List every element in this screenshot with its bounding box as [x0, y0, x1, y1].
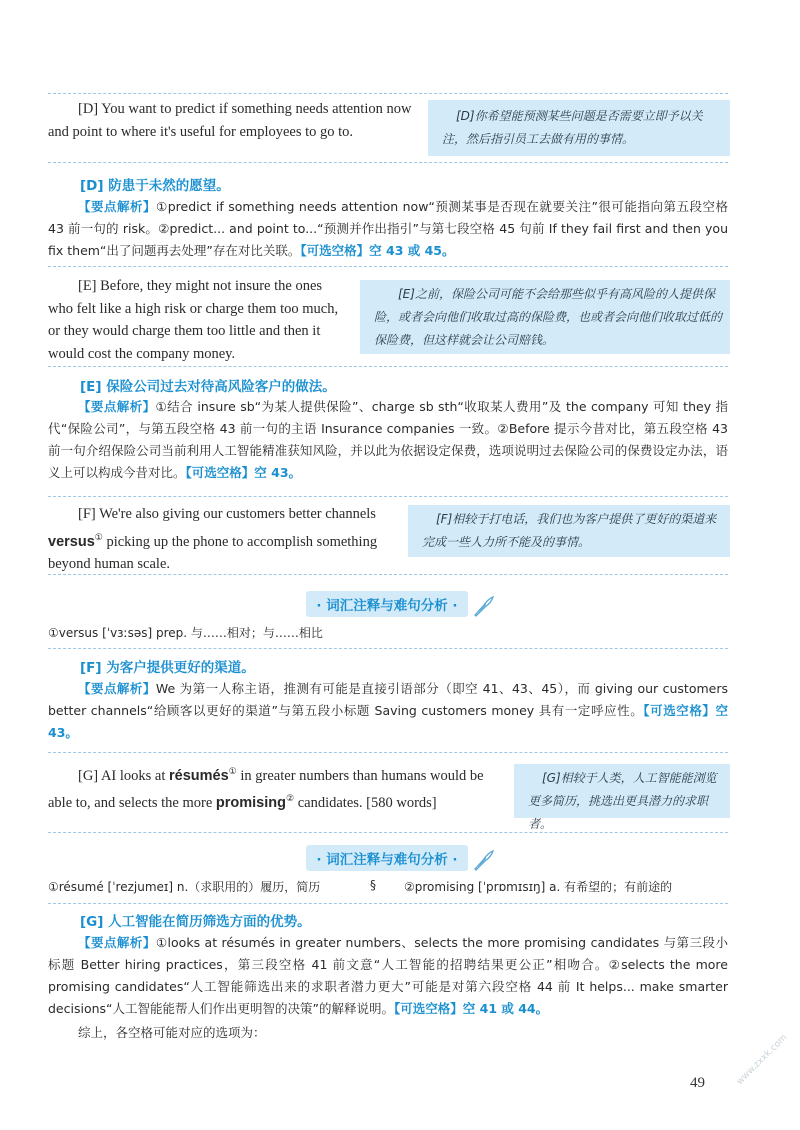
vocab-entry: ②promising [ˈprɒmɪsɪŋ] a. 有希望的；有前途的 [404, 880, 673, 894]
option-f-analysis: 【要点解析】We 为第一人称主语，推测有可能是直接引语部分（即空 41、43、45），而 giving our customers better channels“给顾客以更好的渠道”与第五段小标题 Saving customers money 具有一定呼应性。【可选空格】空 43。 [48, 681, 728, 740]
vocab-word-resume: résumés [169, 767, 229, 784]
divider [48, 266, 728, 267]
analysis-tag: 【要点解析】 [78, 399, 156, 414]
vocab-word-versus: versus [48, 533, 95, 550]
page-number: 49 [690, 1075, 705, 1091]
option-blank-label: 【可选空格】 [300, 243, 370, 258]
vocab-word-promising: promising [215, 795, 286, 812]
option-d-heading: [D] 防患于未然的愿望。 [80, 178, 230, 194]
option-f-heading: [F] 为客户提供更好的渠道。 [80, 660, 255, 676]
option-d-translation: [D]你希望能预测某些问题是否需要立即予以关注，然后指引员工去做有用的事情。 [428, 100, 730, 156]
option-f-translation: [F]相较于打电话，我们也为客户提供了更好的渠道来完成一些人力所不能及的事情。 [408, 505, 730, 557]
analysis-tag: 【要点解析】 [78, 199, 157, 214]
option-d-english: [D] You want to predict if something needs attention now and point to where it's useful for employees to go to. [48, 101, 412, 140]
vocab-section-title: · 词汇注释与难句分析 · [0, 591, 800, 617]
vocab-separator: § [370, 878, 376, 892]
option-e-translation: [E]之前，保险公司可能不会给那些似乎有高风险的人提供保险，或者会向他们收取过高的保险费，也或者会向他们收取过低的保险费，但这样就会让公司赔钱。 [360, 280, 730, 354]
option-blank-label: 【可选空格】 [185, 465, 255, 480]
vocab-entry: ①versus [ˈvɜːsəs] prep. 与……相对；与……相比 [48, 626, 323, 640]
divider [48, 93, 728, 94]
divider [48, 832, 728, 833]
option-e-english: [E] Before, they might not insure the ones who felt like a high risk or charge them too much, or they would charge them too little and then it would cost the company money. [48, 278, 339, 362]
divider [48, 574, 728, 575]
watermark: www.zxxk.com [735, 1032, 790, 1088]
option-blank-label: 【可选空格】 [643, 703, 716, 718]
divider [48, 162, 728, 163]
option-e-analysis: 【要点解析】①结合 insure sb“为某人提供保险”、charge sb sth“收取某人费用”及 the company 可知 they 指代“保险公司”，与第五段空格 43 前一句的主语 Insurance companies 一致。②Before 提示今昔对比，第五段空格 43 前一句介绍保险公司当前利用人工智能精准获知风险，并以此为依据设定保费，选项说明过去保险公司的保费设定办法，语义上可以构成今昔对比。【可选空格】空 43。 [48, 399, 728, 480]
divider [48, 648, 728, 649]
divider [48, 752, 728, 753]
vocab-entry: ①résumé [ˈrezjumeɪ] n.（求职用的）履历，简历 [48, 880, 321, 894]
divider [48, 496, 728, 497]
analysis-tag: 【要点解析】 [78, 935, 156, 950]
option-blank-label: 【可选空格】 [394, 1001, 463, 1016]
vocab-section-title: · 词汇注释与难句分析 · [0, 845, 800, 871]
summary-line: 综上，各空格可能对应的选项为： [78, 1025, 266, 1040]
option-g-english: [G] AI looks at résumés① in greater numbers than humans would be able to, and selects the more promising② candidates. [580 words] [48, 766, 484, 812]
quill-pen-icon [472, 595, 494, 617]
option-f-english: [F] We're also giving our customers better channels versus① picking up the phone to accomplish something beyond human scale. [48, 506, 378, 572]
option-g-translation: [G]相较于人类，人工智能能浏览更多简历，挑选出更具潜力的求职者。 [514, 764, 730, 818]
divider [48, 903, 728, 904]
option-e-heading: [E] 保险公司过去对待高风险客户的做法。 [80, 379, 336, 395]
divider [48, 366, 728, 367]
option-d-analysis: 【要点解析】①predict if something needs attention now“预测某事是否现在就要关注”很可能指向第五段空格 43 前一句的 risk。②predict... and point to...“预测并作出指引”与第七段空格 45 句前 If they fail first and then you fix them“出了问题再去处理”存在对比关联。【可选空格】空 43 或 45。 [48, 199, 728, 258]
quill-pen-icon [472, 849, 494, 871]
option-g-heading: [G] 人工智能在简历筛选方面的优势。 [80, 914, 311, 930]
analysis-tag: 【要点解析】 [78, 681, 156, 696]
option-g-analysis: 【要点解析】①looks at résumés in greater numbers、selects the more promising candidates 与第三段小标题 Better hiring practices，第三段空格 41 前文意“人工智能的招聘结果更公正”相吻合。②selects the more promising candidates“人工智能筛选出来的求职者潜力更大”可能是对第六段空格 44 前 It helps... make smarter decisions“人工智能能帮人们作出更明智的决策”的解释说明。【可选空格】空 41 或 44。 [48, 935, 728, 1016]
